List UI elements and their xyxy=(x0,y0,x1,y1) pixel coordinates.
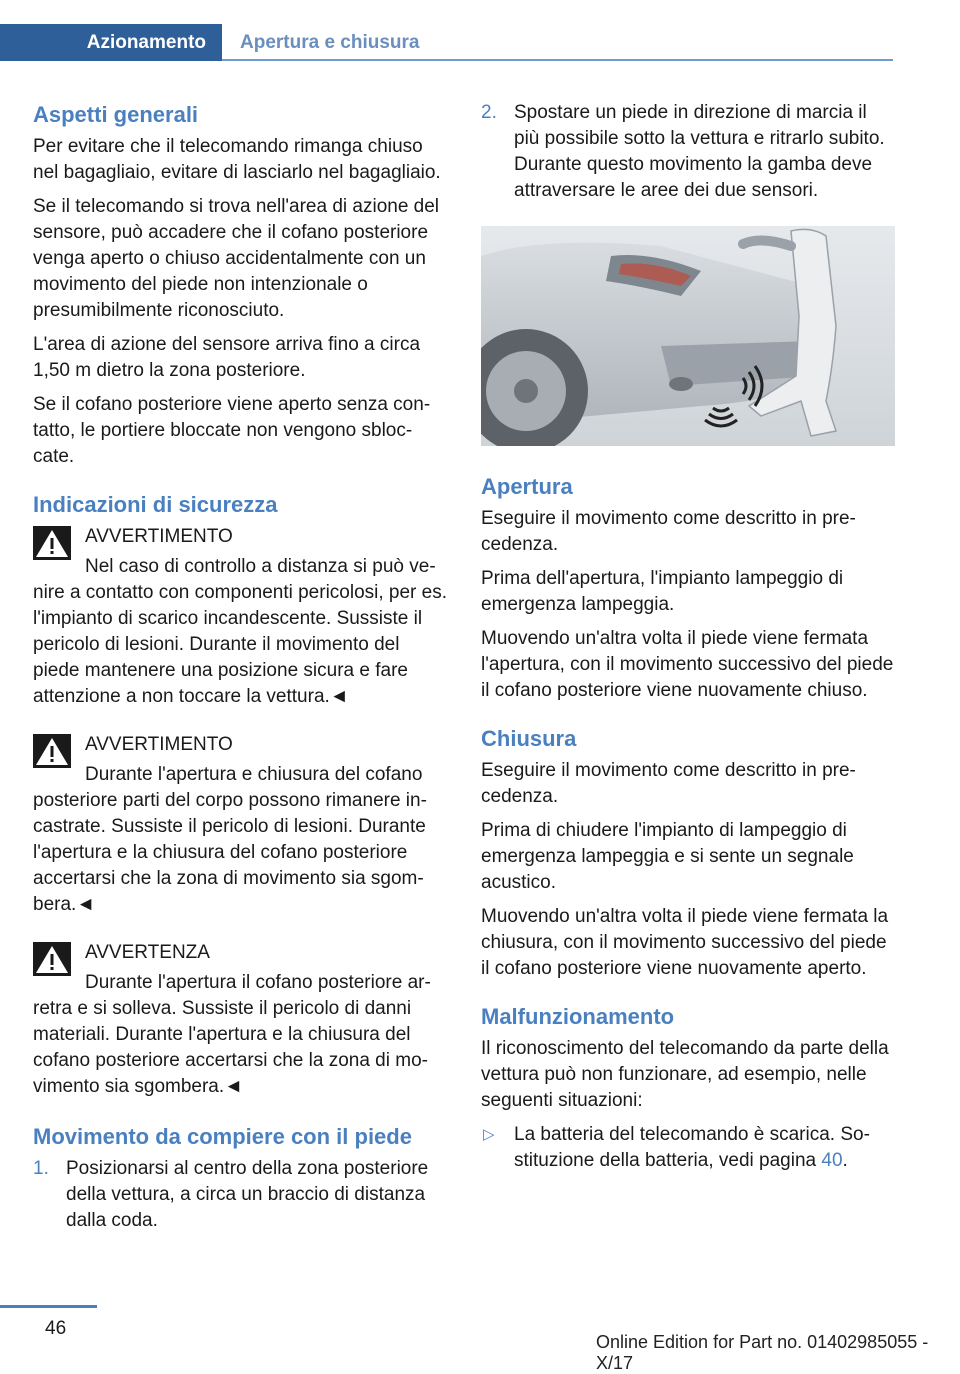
page-link-40[interactable]: 40 xyxy=(821,1150,843,1171)
warning-3-text: Durante l'apertura il cofano posteriore arretra e si solleva. Sussiste il pericolo di danni materiali. Durante l'apertura e la chiusura del cofano posteriore accertarsi che la zona di movimento sia sgombera.◄ xyxy=(33,972,431,1097)
warning-block-2 xyxy=(33,732,447,918)
general-paragraph-3: L'area di azione del sensore arriva fino a circa 1,50 m dietro la zona posteriore. xyxy=(33,334,421,381)
step-2-number: 2. xyxy=(481,102,497,123)
opening-paragraph-1: Eseguire il movimento come descritto in precedenza. xyxy=(481,508,856,555)
opening-paragraph-2: Prima dell'apertura, l'impianto lampeggio di emergenza lampeggia. xyxy=(481,568,844,615)
general-paragraph-2: Se il telecomando si trova nell'area di azione del sensore, può accadere che il cofano posteriore venga aperto o chiuso accidentalmente con un movimento del piede non intenzionale o presumibilmente riconosciuto. xyxy=(33,196,440,321)
warning-3-title: AVVERTENZA xyxy=(85,942,210,963)
left-column xyxy=(33,100,447,1240)
closing-paragraph-2: Prima di chiudere l'impianto di lampeggio di emergenza lampeggia e si sente un segnale acustico. xyxy=(481,820,854,893)
step-2 xyxy=(481,100,895,204)
foot-gesture-illustration xyxy=(481,226,895,446)
safety-heading: Indicazioni di sicurezza xyxy=(33,492,278,517)
edition-info: Online Edition for Part no. 01402985055 - X/17 xyxy=(596,1332,929,1373)
step-1-number: 1. xyxy=(33,1158,49,1179)
tab-azionamento[interactable]: Azionamento xyxy=(0,24,222,61)
bullet-1-end: . xyxy=(842,1150,848,1171)
general-paragraph-1: Per evitare che il telecomando rimanga chiuso nel bagagliaio, evitare di lasciarlo nel bagagliaio. xyxy=(33,136,441,183)
warning-1-title: AVVERTIMENTO xyxy=(85,526,233,547)
right-column xyxy=(481,100,895,1174)
bullet-1-text: La batteria del telecomando è scarica. Sostituzione della batteria, vedi pagina xyxy=(514,1124,870,1171)
general-paragraph-4: Se il cofano posteriore viene aperto senza contatto, le portiere bloccate non vengono sbloccate. xyxy=(33,394,431,467)
warning-block-3 xyxy=(33,940,447,1100)
warning-triangle-icon xyxy=(33,734,71,768)
footer-divider xyxy=(0,1305,97,1308)
step-1-text: Posizionarsi al centro della zona posteriore della vettura, a circa un braccio di distanza dalla coda. xyxy=(66,1158,429,1231)
step-2-text: Spostare un piede in direzione di marcia il più possibile sotto la vettura e ritrarlo subito. Durante questo movimento la gamba deve attraversare le aree dei due sensori. xyxy=(514,102,885,201)
general-heading: Aspetti generali xyxy=(33,102,199,127)
page-header xyxy=(0,24,893,61)
page-number: 46 xyxy=(45,1318,67,1339)
warning-2-text: Durante l'apertura e chiusura del cofano posteriore parti del corpo possono rimanere incastrate. Sussiste il pericolo di lesioni. Durante l'apertura e la chiusura del cofano posteriore accertarsi che la zona di movimento sia sgombera.◄ xyxy=(33,764,427,915)
warning-1-text: Nel caso di controllo a distanza si può venire a contatto con componenti pericolosi, per es. l'impianto di scarico incandescente. Sussiste il pericolo di lesioni. Durante il movimento del piede mantenere una posizione sicura e fare attenzione a non toccare la vettura.◄ xyxy=(33,556,448,707)
opening-paragraph-3: Muovendo un'altra volta il piede viene fermata l'apertura, con il movimento successivo del piede il cofano posteriore viene nuovamente chiuso. xyxy=(481,628,894,701)
opening-heading: Apertura xyxy=(481,474,573,499)
step-1 xyxy=(33,1156,447,1234)
malfunction-paragraph-1: Il riconoscimento del telecomando da parte della vettura può non funzionare, ad esempio, nelle seguenti situazioni: xyxy=(481,1038,889,1111)
list-item xyxy=(481,1122,895,1174)
warning-2-title: AVVERTIMENTO xyxy=(85,734,233,755)
closing-paragraph-3: Muovendo un'altra volta il piede viene fermata la chiusura, con il movimento successivo del piede il cofano posteriore viene nuovamente aperto. xyxy=(481,906,889,979)
warning-triangle-icon xyxy=(33,526,71,560)
triangle-bullet-icon: ▷ xyxy=(483,1126,495,1143)
warning-block-1 xyxy=(33,524,447,710)
malfunction-heading: Malfunzionamento xyxy=(481,1004,675,1029)
closing-paragraph-1: Eseguire il movimento come descritto in precedenza. xyxy=(481,760,856,807)
movement-heading: Movimento da compiere con il piede xyxy=(33,1124,412,1149)
tab-apertura-chiusura[interactable]: Apertura e chiusura xyxy=(240,31,420,53)
warning-triangle-icon xyxy=(33,942,71,976)
header-divider xyxy=(222,59,893,61)
closing-heading: Chiusura xyxy=(481,726,577,751)
